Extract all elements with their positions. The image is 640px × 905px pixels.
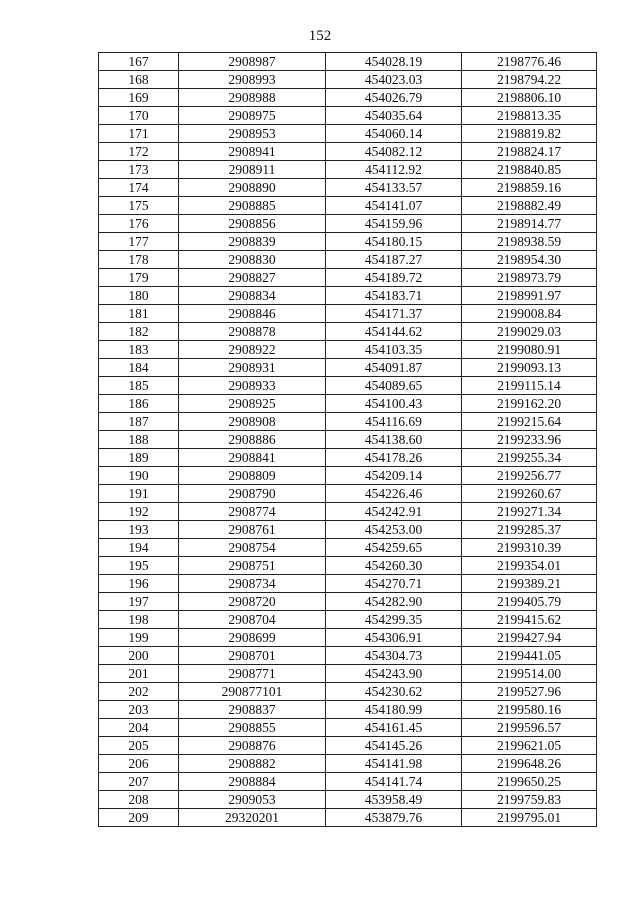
table-row: [99, 773, 597, 791]
point-id-cell: 2908884: [179, 773, 326, 791]
x-coordinate-cell: 454230.62: [326, 683, 462, 701]
y-coordinate-cell: 2198859.16: [462, 179, 597, 197]
point-number-cell: 181: [99, 305, 179, 323]
table-row: [99, 323, 597, 341]
y-coordinate-cell: 2199441.05: [462, 647, 597, 665]
x-coordinate-cell: 454082.12: [326, 143, 462, 161]
y-coordinate-cell: 2198776.46: [462, 53, 597, 71]
x-coordinate-cell: 454306.91: [326, 629, 462, 647]
point-id-cell: 290877101: [179, 683, 326, 701]
point-number-cell: 182: [99, 323, 179, 341]
point-number-cell: 183: [99, 341, 179, 359]
point-id-cell: 2908774: [179, 503, 326, 521]
point-number-cell: 208: [99, 791, 179, 809]
y-coordinate-cell: 2198882.49: [462, 197, 597, 215]
table-row: [99, 809, 597, 827]
point-id-cell: 2908841: [179, 449, 326, 467]
table-row: [99, 89, 597, 107]
point-number-cell: 209: [99, 809, 179, 827]
point-number-cell: 185: [99, 377, 179, 395]
y-coordinate-cell: 2198938.59: [462, 233, 597, 251]
point-number-cell: 168: [99, 71, 179, 89]
point-number-cell: 177: [99, 233, 179, 251]
table-row: [99, 647, 597, 665]
x-coordinate-cell: 454141.98: [326, 755, 462, 773]
point-number-cell: 184: [99, 359, 179, 377]
coordinates-table-body: [99, 53, 597, 827]
x-coordinate-cell: 454282.90: [326, 593, 462, 611]
point-id-cell: 2908987: [179, 53, 326, 71]
point-number-cell: 189: [99, 449, 179, 467]
point-number-cell: 169: [99, 89, 179, 107]
page-number: 152: [308, 28, 332, 44]
x-coordinate-cell: 454171.37: [326, 305, 462, 323]
table-row: [99, 611, 597, 629]
table-row: [99, 539, 597, 557]
table-row: [99, 467, 597, 485]
x-coordinate-cell: 454141.07: [326, 197, 462, 215]
table-row: [99, 593, 597, 611]
x-coordinate-cell: 454243.90: [326, 665, 462, 683]
x-coordinate-cell: 454035.64: [326, 107, 462, 125]
point-number-cell: 172: [99, 143, 179, 161]
point-id-cell: 2908876: [179, 737, 326, 755]
y-coordinate-cell: 2199260.67: [462, 485, 597, 503]
point-id-cell: 2908720: [179, 593, 326, 611]
point-number-cell: 198: [99, 611, 179, 629]
x-coordinate-cell: 454209.14: [326, 467, 462, 485]
y-coordinate-cell: 2199427.94: [462, 629, 597, 647]
point-id-cell: 2908827: [179, 269, 326, 287]
point-id-cell: 2908953: [179, 125, 326, 143]
x-coordinate-cell: 454145.26: [326, 737, 462, 755]
y-coordinate-cell: 2199759.83: [462, 791, 597, 809]
y-coordinate-cell: 2199256.77: [462, 467, 597, 485]
point-id-cell: 2908839: [179, 233, 326, 251]
table-row: [99, 395, 597, 413]
y-coordinate-cell: 2198819.82: [462, 125, 597, 143]
y-coordinate-cell: 2199389.21: [462, 575, 597, 593]
x-coordinate-cell: 454183.71: [326, 287, 462, 305]
y-coordinate-cell: 2198806.10: [462, 89, 597, 107]
table-row: [99, 755, 597, 773]
table-row: [99, 53, 597, 71]
point-id-cell: 2908834: [179, 287, 326, 305]
point-number-cell: 167: [99, 53, 179, 71]
point-number-cell: 192: [99, 503, 179, 521]
y-coordinate-cell: 2198914.77: [462, 215, 597, 233]
point-number-cell: 196: [99, 575, 179, 593]
point-id-cell: 2908701: [179, 647, 326, 665]
point-id-cell: 2908993: [179, 71, 326, 89]
point-id-cell: 2908911: [179, 161, 326, 179]
y-coordinate-cell: 2199255.34: [462, 449, 597, 467]
y-coordinate-cell: 2199650.25: [462, 773, 597, 791]
point-number-cell: 203: [99, 701, 179, 719]
point-number-cell: 194: [99, 539, 179, 557]
x-coordinate-cell: 454260.30: [326, 557, 462, 575]
point-id-cell: 2908771: [179, 665, 326, 683]
x-coordinate-cell: 453958.49: [326, 791, 462, 809]
y-coordinate-cell: 2199233.96: [462, 431, 597, 449]
table-row: [99, 557, 597, 575]
point-id-cell: 2908882: [179, 755, 326, 773]
point-number-cell: 187: [99, 413, 179, 431]
table-row: [99, 683, 597, 701]
x-coordinate-cell: 454180.15: [326, 233, 462, 251]
table-row: [99, 521, 597, 539]
x-coordinate-cell: 454141.74: [326, 773, 462, 791]
coordinates-table: [98, 52, 597, 827]
y-coordinate-cell: 2198954.30: [462, 251, 597, 269]
table-row: [99, 107, 597, 125]
point-id-cell: 2908809: [179, 467, 326, 485]
x-coordinate-cell: 454060.14: [326, 125, 462, 143]
y-coordinate-cell: 2199621.05: [462, 737, 597, 755]
table-row: [99, 665, 597, 683]
point-number-cell: 179: [99, 269, 179, 287]
point-number-cell: 186: [99, 395, 179, 413]
x-coordinate-cell: 454180.99: [326, 701, 462, 719]
point-number-cell: 180: [99, 287, 179, 305]
x-coordinate-cell: 454242.91: [326, 503, 462, 521]
point-id-cell: 2908856: [179, 215, 326, 233]
table-row: [99, 341, 597, 359]
point-id-cell: 2908761: [179, 521, 326, 539]
point-id-cell: 2908886: [179, 431, 326, 449]
point-id-cell: 2908837: [179, 701, 326, 719]
point-id-cell: 2908941: [179, 143, 326, 161]
y-coordinate-cell: 2199596.57: [462, 719, 597, 737]
y-coordinate-cell: 2199514.00: [462, 665, 597, 683]
table-row: [99, 575, 597, 593]
table-row: [99, 215, 597, 233]
table-row: [99, 287, 597, 305]
y-coordinate-cell: 2199008.84: [462, 305, 597, 323]
x-coordinate-cell: 454304.73: [326, 647, 462, 665]
x-coordinate-cell: 454133.57: [326, 179, 462, 197]
x-coordinate-cell: 454259.65: [326, 539, 462, 557]
point-id-cell: 2908933: [179, 377, 326, 395]
y-coordinate-cell: 2198973.79: [462, 269, 597, 287]
x-coordinate-cell: 454112.92: [326, 161, 462, 179]
x-coordinate-cell: 454270.71: [326, 575, 462, 593]
point-id-cell: 2908855: [179, 719, 326, 737]
x-coordinate-cell: 454138.60: [326, 431, 462, 449]
table-row: [99, 161, 597, 179]
table-row: [99, 701, 597, 719]
point-id-cell: 29320201: [179, 809, 326, 827]
x-coordinate-cell: 454189.72: [326, 269, 462, 287]
point-id-cell: 2908988: [179, 89, 326, 107]
table-row: [99, 377, 597, 395]
point-id-cell: 2908830: [179, 251, 326, 269]
point-number-cell: 170: [99, 107, 179, 125]
y-coordinate-cell: 2199285.37: [462, 521, 597, 539]
y-coordinate-cell: 2199354.01: [462, 557, 597, 575]
table-row: [99, 251, 597, 269]
point-number-cell: 173: [99, 161, 179, 179]
table-row: [99, 413, 597, 431]
x-coordinate-cell: 454089.65: [326, 377, 462, 395]
point-number-cell: 207: [99, 773, 179, 791]
point-number-cell: 176: [99, 215, 179, 233]
y-coordinate-cell: 2198824.17: [462, 143, 597, 161]
point-id-cell: 2908908: [179, 413, 326, 431]
point-id-cell: 2908890: [179, 179, 326, 197]
point-number-cell: 197: [99, 593, 179, 611]
point-id-cell: 2908975: [179, 107, 326, 125]
table-row: [99, 719, 597, 737]
table-row: [99, 305, 597, 323]
x-coordinate-cell: 454253.00: [326, 521, 462, 539]
point-id-cell: 2908751: [179, 557, 326, 575]
x-coordinate-cell: 454026.79: [326, 89, 462, 107]
y-coordinate-cell: 2199527.96: [462, 683, 597, 701]
table-row: [99, 431, 597, 449]
point-id-cell: 2908704: [179, 611, 326, 629]
table-row: [99, 629, 597, 647]
x-coordinate-cell: 454091.87: [326, 359, 462, 377]
y-coordinate-cell: 2199093.13: [462, 359, 597, 377]
x-coordinate-cell: 454226.46: [326, 485, 462, 503]
point-id-cell: 2908878: [179, 323, 326, 341]
x-coordinate-cell: 454161.45: [326, 719, 462, 737]
point-id-cell: 2908925: [179, 395, 326, 413]
x-coordinate-cell: 454100.43: [326, 395, 462, 413]
table-row: [99, 233, 597, 251]
y-coordinate-cell: 2199580.16: [462, 701, 597, 719]
x-coordinate-cell: 454159.96: [326, 215, 462, 233]
point-id-cell: 2908931: [179, 359, 326, 377]
y-coordinate-cell: 2199162.20: [462, 395, 597, 413]
table-row: [99, 791, 597, 809]
y-coordinate-cell: 2198794.22: [462, 71, 597, 89]
table-row: [99, 359, 597, 377]
x-coordinate-cell: 454028.19: [326, 53, 462, 71]
point-id-cell: 2908846: [179, 305, 326, 323]
point-number-cell: 178: [99, 251, 179, 269]
table-row: [99, 143, 597, 161]
point-id-cell: 2909053: [179, 791, 326, 809]
table-row: [99, 125, 597, 143]
point-number-cell: 204: [99, 719, 179, 737]
y-coordinate-cell: 2199115.14: [462, 377, 597, 395]
table-row: [99, 179, 597, 197]
table-row: [99, 485, 597, 503]
x-coordinate-cell: 454187.27: [326, 251, 462, 269]
point-number-cell: 202: [99, 683, 179, 701]
point-number-cell: 193: [99, 521, 179, 539]
y-coordinate-cell: 2199795.01: [462, 809, 597, 827]
table-row: [99, 449, 597, 467]
x-coordinate-cell: 454023.03: [326, 71, 462, 89]
table-row: [99, 197, 597, 215]
table-row: [99, 737, 597, 755]
point-number-cell: 174: [99, 179, 179, 197]
y-coordinate-cell: 2198991.97: [462, 287, 597, 305]
point-number-cell: 200: [99, 647, 179, 665]
x-coordinate-cell: 454178.26: [326, 449, 462, 467]
point-number-cell: 190: [99, 467, 179, 485]
point-number-cell: 175: [99, 197, 179, 215]
y-coordinate-cell: 2199405.79: [462, 593, 597, 611]
x-coordinate-cell: 454103.35: [326, 341, 462, 359]
x-coordinate-cell: 454299.35: [326, 611, 462, 629]
point-number-cell: 171: [99, 125, 179, 143]
table-row: [99, 269, 597, 287]
x-coordinate-cell: 454144.62: [326, 323, 462, 341]
point-number-cell: 206: [99, 755, 179, 773]
point-number-cell: 191: [99, 485, 179, 503]
point-number-cell: 199: [99, 629, 179, 647]
y-coordinate-cell: 2199029.03: [462, 323, 597, 341]
y-coordinate-cell: 2199415.62: [462, 611, 597, 629]
y-coordinate-cell: 2198813.35: [462, 107, 597, 125]
point-number-cell: 195: [99, 557, 179, 575]
y-coordinate-cell: 2199648.26: [462, 755, 597, 773]
point-number-cell: 188: [99, 431, 179, 449]
point-id-cell: 2908699: [179, 629, 326, 647]
table-row: [99, 71, 597, 89]
y-coordinate-cell: 2198840.85: [462, 161, 597, 179]
point-number-cell: 201: [99, 665, 179, 683]
x-coordinate-cell: 453879.76: [326, 809, 462, 827]
y-coordinate-cell: 2199310.39: [462, 539, 597, 557]
y-coordinate-cell: 2199271.34: [462, 503, 597, 521]
y-coordinate-cell: 2199215.64: [462, 413, 597, 431]
point-id-cell: 2908790: [179, 485, 326, 503]
point-id-cell: 2908754: [179, 539, 326, 557]
table-row: [99, 503, 597, 521]
x-coordinate-cell: 454116.69: [326, 413, 462, 431]
point-id-cell: 2908734: [179, 575, 326, 593]
point-number-cell: 205: [99, 737, 179, 755]
y-coordinate-cell: 2199080.91: [462, 341, 597, 359]
point-id-cell: 2908885: [179, 197, 326, 215]
point-id-cell: 2908922: [179, 341, 326, 359]
